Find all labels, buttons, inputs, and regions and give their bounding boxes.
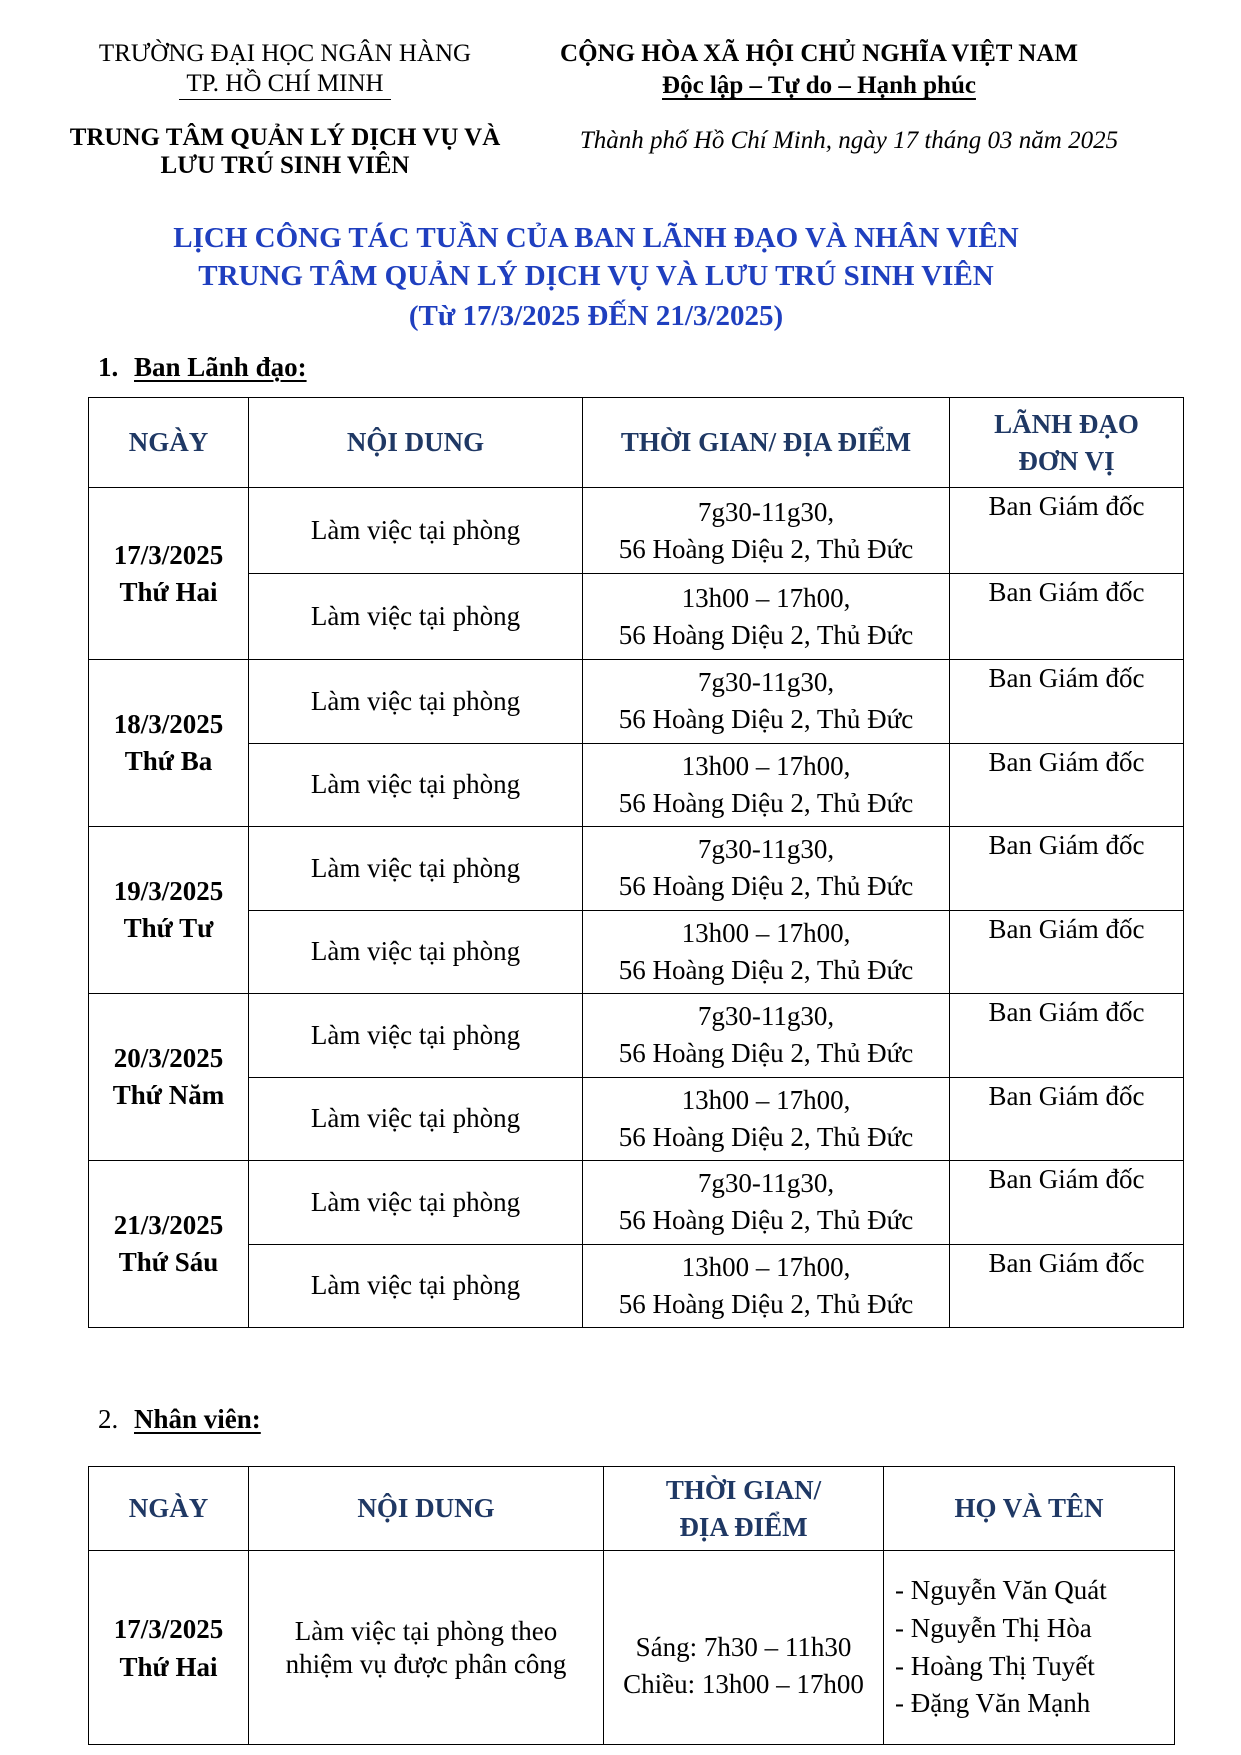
- leader-cell: Ban Giám đốc: [950, 574, 1184, 660]
- leader-cell: Ban Giám đốc: [950, 827, 1184, 911]
- staff-schedule-table: [88, 1466, 1175, 1745]
- time-place-cell: [583, 910, 950, 994]
- content-cell: Làm việc tại phòng: [249, 1077, 583, 1161]
- table-row: [89, 743, 1184, 827]
- table-row: [89, 660, 1184, 744]
- leader-cell: Ban Giám đốc: [950, 910, 1184, 994]
- section-number: 2.: [98, 1404, 119, 1434]
- place: 56 Hoàng Diệu 2, Thủ Đức: [618, 1121, 914, 1152]
- place: 56 Hoàng Diệu 2, Thủ Đức: [618, 533, 914, 564]
- national-motto: Độc lập – Tự do – Hạnh phúc: [662, 72, 976, 99]
- date-cell: [89, 1161, 249, 1328]
- table-row: [89, 1551, 1175, 1745]
- place: 56 Hoàng Diệu 2, Thủ Đức: [618, 871, 914, 902]
- date: 21/3/2025: [113, 1210, 224, 1240]
- time-place-cell: [583, 1244, 950, 1328]
- weekday: Thứ Sáu: [118, 1247, 219, 1277]
- center-name-line1: TRUNG TÂM QUẢN LÝ DỊCH VỤ VÀ: [69, 124, 501, 151]
- table-row: [89, 574, 1184, 660]
- column-header-unit-leader-line2: ĐƠN VỊ: [1018, 445, 1115, 476]
- staff-name: - Nguyễn Thị Hòa: [895, 1612, 1092, 1643]
- weekday: Thứ Hai: [119, 576, 218, 607]
- column-header-time-place: [604, 1467, 884, 1551]
- column-header-time-place-line1: THỜI GIAN/: [665, 1474, 822, 1505]
- section-heading-staff: Nhân viên:: [134, 1404, 261, 1434]
- date: 17/3/2025: [113, 539, 224, 570]
- time-place-cell: [583, 1161, 950, 1245]
- column-header-unit-leader: [950, 398, 1184, 488]
- date: 18/3/2025: [113, 709, 224, 739]
- time: 7g30-11g30,: [697, 1168, 835, 1199]
- date-cell: [89, 1551, 249, 1745]
- names-cell: [884, 1551, 1175, 1745]
- leader-cell: Ban Giám đốc: [950, 488, 1184, 574]
- content-cell: Làm việc tại phòng: [249, 827, 583, 911]
- content-cell: Làm việc tại phòng: [249, 994, 583, 1078]
- time: 7g30-11g30,: [697, 834, 835, 865]
- time-place-cell: [583, 743, 950, 827]
- column-header-names: HỌ VÀ TÊN: [884, 1467, 1175, 1551]
- date-cell: [89, 488, 249, 660]
- date: 17/3/2025: [113, 1613, 224, 1644]
- column-header-date: NGÀY: [89, 1467, 249, 1551]
- time: 13h00 – 17h00,: [681, 917, 851, 948]
- content-cell: Làm việc tại phòng: [249, 488, 583, 574]
- weekday: Thứ Ba: [124, 746, 213, 776]
- header-left-rule: [179, 99, 391, 100]
- time: 7g30-11g30,: [697, 1001, 835, 1032]
- table-row: [89, 488, 1184, 574]
- time-place-cell: [583, 1077, 950, 1161]
- time-place-cell: [604, 1551, 884, 1745]
- afternoon-time: Chiều: 13h00 – 17h00: [623, 1668, 864, 1699]
- leader-cell: Ban Giám đốc: [950, 1077, 1184, 1161]
- place-and-date: Thành phố Hồ Chí Minh, ngày 17 tháng 03 năm 2025: [579, 127, 1119, 154]
- morning-time: Sáng: 7h30 – 11h30: [635, 1631, 852, 1662]
- staff-name: - Nguyễn Văn Quát: [895, 1575, 1107, 1606]
- date: 19/3/2025: [113, 876, 224, 906]
- column-header-date: NGÀY: [89, 398, 249, 488]
- time: 13h00 – 17h00,: [681, 582, 851, 613]
- staff-name: - Hoàng Thị Tuyết: [895, 1650, 1095, 1681]
- time-place-cell: [583, 994, 950, 1078]
- time: 7g30-11g30,: [697, 667, 835, 698]
- university-name: TRƯỜNG ĐẠI HỌC NGÂN HÀNG: [98, 40, 472, 67]
- place: 56 Hoàng Diệu 2, Thủ Đức: [618, 787, 914, 818]
- time: 13h00 – 17h00,: [681, 1084, 851, 1115]
- column-header-content: NỘI DUNG: [249, 398, 583, 488]
- date-cell: [89, 827, 249, 994]
- place: 56 Hoàng Diệu 2, Thủ Đức: [618, 1205, 914, 1236]
- date-cell: [89, 994, 249, 1161]
- column-header-content: NỘI DUNG: [249, 1467, 604, 1551]
- table-row: [89, 994, 1184, 1078]
- content-cell: Làm việc tại phòng: [249, 910, 583, 994]
- university-city: TP. HỒ CHÍ MINH: [186, 70, 384, 97]
- time: 7g30-11g30,: [697, 496, 835, 527]
- section-heading-leaders: Ban Lãnh đạo:: [134, 352, 307, 382]
- time-place-cell: [583, 660, 950, 744]
- time-place-cell: [583, 574, 950, 660]
- leader-cell: Ban Giám đốc: [950, 1244, 1184, 1328]
- content-cell: Làm việc tại phòng: [249, 1244, 583, 1328]
- column-header-unit-leader-line1: LÃNH ĐẠO: [994, 408, 1139, 439]
- motto-wrapper: [539, 71, 1099, 101]
- content-cell: Làm việc tại phòng: [249, 743, 583, 827]
- time-place-cell: [583, 827, 950, 911]
- staff-name: - Đặng Văn Mạnh: [895, 1688, 1091, 1719]
- weekday: Thứ Hai: [119, 1651, 218, 1682]
- content-cell: Làm việc tại phòng: [249, 574, 583, 660]
- column-header-time-place: THỜI GIAN/ ĐỊA ĐIỂM: [583, 398, 950, 488]
- content-cell: Làm việc tại phòng: [249, 1161, 583, 1245]
- table-row: [89, 1244, 1184, 1328]
- table-row: [89, 1161, 1184, 1245]
- section-number: 1.: [98, 352, 119, 382]
- place: 56 Hoàng Diệu 2, Thủ Đức: [618, 1038, 914, 1069]
- place: 56 Hoàng Diệu 2, Thủ Đức: [618, 954, 914, 985]
- leader-cell: Ban Giám đốc: [950, 660, 1184, 744]
- content-cell: Làm việc tại phòng theo nhiệm vụ được phân công: [249, 1551, 604, 1745]
- country-name: CỘNG HÒA XÃ HỘI CHỦ NGHĨA VIỆT NAM: [560, 40, 1078, 67]
- document-title-line1: LỊCH CÔNG TÁC TUẦN CỦA BAN LÃNH ĐẠO VÀ NHÂN VIÊN: [173, 222, 1019, 254]
- table-row: [89, 827, 1184, 911]
- place: 56 Hoàng Diệu 2, Thủ Đức: [618, 1288, 914, 1319]
- leader-cell: Ban Giám đốc: [950, 1161, 1184, 1245]
- place: 56 Hoàng Diệu 2, Thủ Đức: [618, 619, 914, 650]
- date-cell: [89, 660, 249, 827]
- leader-cell: Ban Giám đốc: [950, 994, 1184, 1078]
- leaders-schedule-table: [88, 397, 1184, 1328]
- document-title-line2: TRUNG TÂM QUẢN LÝ DỊCH VỤ VÀ LƯU TRÚ SINH VIÊN: [198, 260, 994, 292]
- center-name-line2: LƯU TRÚ SINH VIÊN: [160, 152, 410, 179]
- table-row: [89, 910, 1184, 994]
- content-cell: Làm việc tại phòng: [249, 660, 583, 744]
- table-header-row: [89, 398, 1184, 488]
- table-row: [89, 1077, 1184, 1161]
- leader-cell: Ban Giám đốc: [950, 743, 1184, 827]
- time: 13h00 – 17h00,: [681, 1251, 851, 1282]
- weekday: Thứ Năm: [112, 1080, 225, 1110]
- table-header-row: [89, 1467, 1175, 1551]
- weekday: Thứ Tư: [123, 913, 214, 943]
- place: 56 Hoàng Diệu 2, Thủ Đức: [618, 704, 914, 735]
- date: 20/3/2025: [113, 1043, 224, 1073]
- column-header-time-place-line2: ĐỊA ĐIỂM: [679, 1511, 808, 1542]
- time-place-cell: [583, 488, 950, 574]
- time: 13h00 – 17h00,: [681, 750, 851, 781]
- document-title-line3: (Từ 17/3/2025 ĐẾN 21/3/2025): [408, 300, 784, 332]
